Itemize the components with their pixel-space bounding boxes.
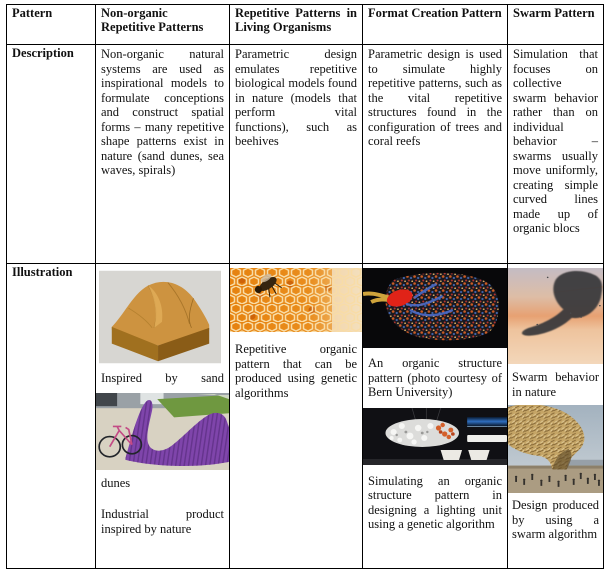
description-swarm: Simulation that focuses on collective swarm behavior rather than on individual behavior – swarms usually move uniformly, creating simple curved lines made up of organic blocs xyxy=(513,47,598,235)
organic-structure-image xyxy=(363,268,507,348)
header-living-organisms: Repetitive Patterns in Living Organisms xyxy=(230,5,363,45)
description-non-organic-cell xyxy=(96,45,230,264)
description-living: Parametric design emulates repetitive biological models found in nature (models that perform vital functions), such as beehives xyxy=(235,47,357,148)
caption-swarm-nature: Swarm behavior in nature xyxy=(512,370,599,399)
description-format-creation: Parametric design is used to simulate highly repetitive patterns, such as the vital repetitive structures found in the configuration of trees and coral reefs xyxy=(368,47,502,148)
header-row xyxy=(7,5,604,45)
illustration-row xyxy=(7,264,604,569)
caption-lighting-unit: Simulating an organic structure pattern in designing a lighting unit using a genetic algorithm xyxy=(368,473,502,531)
caption-swarm-design: Design produced by using a swarm algorithm xyxy=(512,498,599,541)
illustration-living-cell xyxy=(230,264,363,569)
lighting-unit-image xyxy=(363,408,507,465)
header-swarm: Swarm Pattern xyxy=(508,5,604,45)
illustration-swarm-cell xyxy=(508,264,604,569)
caption-organic-structure: An organic structure pattern (photo courtesy of Bern University) xyxy=(368,356,502,399)
purple-bench-image xyxy=(96,393,229,470)
honeycomb-bee-image xyxy=(230,268,362,332)
caption-honeycomb: Repetitive organic pattern that can be produced using genetic algorithms xyxy=(235,342,357,400)
row-label-illustration: Illustration xyxy=(7,264,96,569)
swarm-pavilion-image xyxy=(508,405,603,493)
description-living-cell xyxy=(230,45,363,264)
description-swarm-cell xyxy=(508,45,604,264)
illustration-format-creation-cell xyxy=(363,264,508,569)
description-row xyxy=(7,45,604,264)
caption-inspired-by-sand: Inspired by sand xyxy=(101,371,224,385)
header-format-creation: Format Creation Pattern xyxy=(363,5,508,45)
header-pattern: Pattern xyxy=(7,5,96,45)
caption-industrial-product: Industrial product inspired by nature xyxy=(101,507,224,536)
bird-swarm-image xyxy=(508,268,603,364)
row-label-description: Description xyxy=(7,45,96,264)
patterns-comparison-table xyxy=(6,4,604,569)
sand-dune-3d-image xyxy=(99,270,221,364)
header-non-organic: Non-organic Repetitive Patterns xyxy=(96,5,230,45)
description-format-creation-cell xyxy=(363,45,508,264)
caption-dunes: dunes xyxy=(101,475,131,490)
illustration-non-organic-cell xyxy=(96,264,230,569)
description-non-organic: Non-organic natural systems are used as inspirational models to formulate conceptions and construct spatial forms – many repetitive shape patterns exist in nature (sand dunes, sea waves, spirals) xyxy=(101,47,224,177)
